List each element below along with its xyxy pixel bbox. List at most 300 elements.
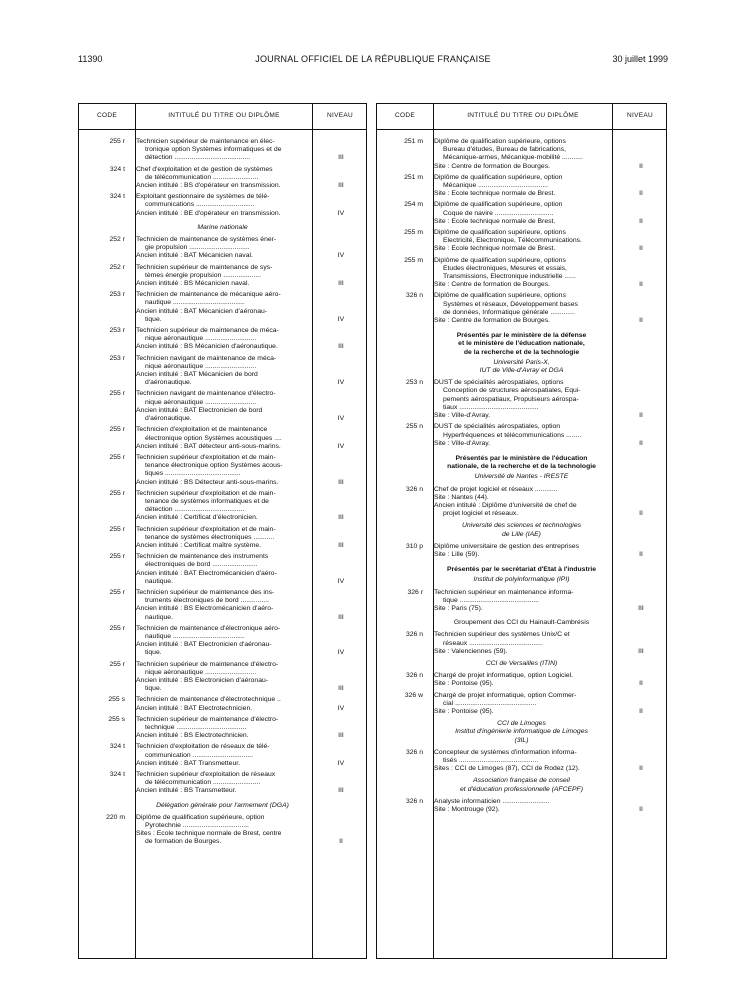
table-row [79,589,366,622]
entry-line: Ancien intitulé : BAT Mécanicien naval. [136,252,253,260]
entry-level: II [339,838,343,846]
entry-line: nautique ...................................... [145,632,245,640]
institution-heading [377,619,666,627]
heading-line: Institut d'ingénierie informatique de Limoges [455,728,588,736]
entry-line: Diplôme de qualification supérieure, options [434,256,566,264]
entry-level: II [639,245,643,253]
entry-line: Mécanique ..................................... [443,182,549,190]
entry-line: d'aéronautique. [145,379,192,387]
entry-line: Technicien d'exploitation et de maintenance [136,426,268,434]
table-row [79,236,366,261]
table-row [79,625,366,658]
entry-code: 326 r [407,588,423,596]
entry-code: 253 r [109,327,125,335]
entry-title [136,696,309,712]
entry-line: Technicien supérieur de maintenance des ins- [136,588,275,596]
entry-code: 255 m [404,229,423,237]
ministry-heading [377,332,666,357]
entry-code: 255 r [109,138,125,145]
entry-title [136,814,309,847]
header-level: NIVEAU [626,112,653,119]
entry-line: Ancien intitulé : BAT Transmetteur. [136,759,241,767]
entry-level: IV [337,415,345,423]
entry-line: Technicien supérieur de maintenance de sys- [136,263,273,271]
entry-line: Ancien intitulé : BAT Mécanicien d'aéronau- [136,307,268,315]
entry-title [136,236,309,261]
institution-heading [377,359,666,375]
table-row [377,138,666,171]
entry-code: 255 r [109,553,125,561]
table-row [79,661,366,694]
entry-code: 255 r [109,390,125,398]
entry-level: IV [337,649,345,657]
entry-title [136,625,309,658]
entry-code: 253 r [109,354,125,362]
row-spacer [377,325,666,328]
entry-line: Ancien intitulé : Certificat maître système. [136,541,262,549]
entry-line: Ancien intitulé : BAT détecteur anti-sous-marins. [136,442,281,450]
entry-line: détection ........................................ [145,154,251,162]
table-row [377,379,666,420]
entry-line: Ancien intitulé : Certificat d'électronicien. [136,514,258,522]
table-row [377,543,666,559]
entry-line: détection ..................................... [145,506,245,514]
institution-heading [377,473,666,481]
section-heading: Délégation générale pour l'armement (DGA) [156,801,289,809]
entry-line: Site : Ville-d'Avray. [434,439,491,447]
row-spacer [377,656,666,659]
entry-level: III [338,154,344,162]
entry-line: Technicien supérieur d'exploitation et de main- [136,489,276,497]
entry-line: nique aéronautique ........................... [145,398,257,406]
entry-level: IV [337,577,345,585]
entry-line: Diplôme de qualification supérieure, options [434,138,566,145]
entry-line: cial ........................................... [443,699,537,707]
entry-level: IV [337,209,345,217]
table-body [79,130,366,958]
entry-line: Exploitant gestionnaire de systèmes de télé- [136,193,270,201]
header-level: NIVEAU [326,112,353,119]
entry-level: II [639,217,643,225]
table-header [377,104,666,130]
table-row [377,257,666,290]
entry-line: Site : Pontoise (95). [434,707,494,715]
table-row [79,490,366,523]
entry-line: de formation de Bourges. [145,838,222,846]
entry-level: III [338,182,344,190]
heading-line: Présentés par le ministère de l'éducation [455,454,588,462]
row-spacer [79,796,366,799]
entry-line: Site : Montrouge (92). [434,806,500,814]
entry-line: Technicien supérieur d'exploitation de réseaux [136,771,276,779]
table-header [79,104,366,130]
entry-line: communication ................................ [145,751,254,759]
entry-title [136,661,309,694]
table-row [377,174,666,199]
entry-code: 252 r [109,263,125,271]
table-row [377,589,666,614]
entry-title [434,423,609,448]
entry-code: 255 r [109,525,125,533]
entry-line: Site : Pontoise (95). [434,680,494,688]
table-row [79,327,366,352]
table-row [377,692,666,717]
entry-level: II [639,806,643,814]
entry-line: Technicien supérieur de maintenance d'électro- [136,715,279,723]
heading-line: Présentés par le ministère de la défense [456,332,587,340]
entry-line: nautique. [145,577,173,585]
entry-level: II [639,707,643,715]
entry-title [136,716,309,741]
entry-code: 324 t [109,743,125,751]
entry-level: III [338,514,344,522]
entry-line: pements aérospatiaux, Propulseurs aérospa- [443,395,579,403]
entry-line: projet logiciel et réseaux. [443,510,519,518]
entry-line: Analyste informaticien ......................... [434,797,550,805]
entry-line: tiques ........................................ [145,470,241,478]
entry-title [434,486,609,519]
table-row [79,526,366,551]
header-code: CODE [97,112,117,119]
entry-level: III [338,613,344,621]
entry-level: III [338,685,344,693]
entry-line: Site : Centre de formation de Bourges. [434,162,550,170]
header-title: INTITULÉ DU TITRE OU DIPLÔME [168,112,280,119]
entry-title [136,589,309,622]
entry-line: Ancien intitulé : BS Mécanicien d'aéronautique. [136,343,278,351]
table-row [79,166,366,191]
journal-title: JOURNAL OFFICIEL DE LA RÉPUBLIQUE FRANÇAISE [255,54,491,64]
entry-line: Site : Ecole technique normale de Brest. [434,245,556,253]
entry-line: DUST de spécialités aérospatiales, option [434,423,561,431]
entry-code: 326 n [405,631,423,639]
entry-level: IV [337,315,345,323]
entry-line: Transmissions, Electronique industrielle ...... [443,273,576,281]
entry-line: Site : Valenciennes (59). [434,647,508,655]
entry-line: Technicien de maintenance des instruments [136,553,269,561]
entry-line: nique aéronautique ........................... [145,362,257,370]
entry-code: 255 r [109,588,125,596]
entry-line: Conception de structures aérospatiales, Equi- [443,387,581,395]
entry-code: 326 n [405,748,423,756]
entry-code: 326 w [404,691,423,699]
entry-line: de données, Informatique générale ............. [443,308,575,316]
entry-line: tique .......................................... [443,596,539,604]
entry-line: tronique option Systèmes informatiques et de [145,146,282,154]
entry-title [136,193,309,218]
entry-level: II [639,190,643,198]
entry-line: gie propulsion ................................ [145,244,250,252]
entry-line: tenance de systèmes électroniques ........... [145,533,275,541]
entry-code: 255 r [109,624,125,632]
entry-line: réseaux ....................................... [443,639,543,647]
entry-line: Ancien intitulé : BE d'opérateur en transmission. [136,209,281,217]
entry-title [136,264,309,289]
entry-line: Ancien intitulé : BAT Electromécanicien d'aéro- [136,569,277,577]
entry-line: Ancien intitulé : BS Mécanicien naval. [136,280,250,288]
table-row [377,749,666,774]
table-row [79,264,366,289]
entry-line: nique aéronautique ........................... [145,335,257,343]
entry-line: Site : Ecole technique normale de Brest. [434,190,556,198]
entry-title [434,201,609,226]
row-spacer [377,716,666,719]
entry-level: II [639,412,643,420]
heading-line: Université de Nantes - IRESTE [474,473,569,481]
row-spacer [377,814,666,817]
heading-line: CCI de Versailles (ITIN) [485,659,558,667]
entry-line: Ancien intitulé : BAT Electrotechnicien. [136,704,253,712]
entry-title [136,390,309,423]
entry-line: technique ..................................... [145,724,247,731]
entry-level: III [638,604,644,612]
entry-code: 255 r [109,453,125,461]
entry-level: II [639,550,643,558]
table-body [377,130,666,958]
entry-line: Diplôme de qualification supérieure, option [434,201,563,209]
entry-code: 324 t [109,771,125,779]
entry-line: Diplôme universitaire de gestion des entreprises [434,542,580,550]
entry-line: Pyrotechnie ................................... [145,822,249,830]
entry-line: nautique. [145,613,173,621]
entry-line: Technicien supérieur d'exploitation et de main- [136,525,276,533]
entry-title [434,174,609,199]
entry-line: d'aéronautique. [145,415,192,423]
entry-level: IV [337,442,345,450]
table-row [377,672,666,688]
entry-level: II [639,439,643,447]
entry-title [434,229,609,254]
table-row [79,814,366,847]
entry-line: Mécanique-armes, Mécanique-mobilité ........... [443,154,583,162]
row-spacer [377,559,666,562]
entry-line: Site : Centre de formation de Bourges. [434,317,550,325]
entry-title [434,631,609,656]
entry-line: Technicien navigant de maintenance d'électro- [136,390,276,398]
entry-line: Ancien intitulé : BAT Electronicien d'aéronau- [136,641,272,649]
entry-line: communications ............................... [145,201,255,209]
entry-line: électronique option Systèmes acoustiques .... [145,434,282,442]
entry-level: IV [337,252,345,260]
entry-line: électroniques de bord ........................ [145,561,258,569]
entry-level: II [639,162,643,170]
entry-line: Etudes électroniques, Mesures et essais, [443,264,567,272]
entry-line: Ancien intitulé : BS Electronicien d'aéronau- [136,676,269,684]
entry-code: 326 n [405,292,423,300]
entry-level: IV [337,379,345,387]
entry-level: II [639,765,643,773]
entry-line: Site : Centre de formation de Bourges. [434,281,550,289]
entry-line: tisés .......................................... [443,757,539,764]
table-row [79,553,366,586]
entry-code: 252 r [109,236,125,244]
table-row [79,291,366,324]
institution-heading [377,777,666,793]
entry-title [136,291,309,324]
entry-title [136,454,309,487]
entry-title [136,138,309,163]
table-row [79,355,366,388]
entry-line: Ancien intitulé : BS Electrotechnicien. [136,732,249,740]
entry-level: III [338,732,344,740]
entry-line: Ancien intitulé : Diplôme d'université de chef de [434,501,577,509]
table-row [79,193,366,218]
row-spacer [79,847,366,850]
entry-line: de télécommunication ......................... [145,779,261,787]
entry-line: Diplôme de qualification supérieure, option [136,813,265,821]
entry-title [136,355,309,388]
entry-line: Chargé de projet informatique, option Logiciel. [434,672,574,680]
section-heading: Marine nationale [197,223,248,231]
row-spacer [377,518,666,521]
entry-title [434,672,609,688]
entry-line: Site : Paris (75). [434,604,483,612]
entry-line: tèmes énergie propulsion .................... [145,271,261,279]
right-table [376,103,667,959]
heading-line: CCI de Limoges [497,720,546,728]
ministry-heading [377,566,666,574]
entry-line: tique. [145,649,162,657]
entry-line: Technicien d'exploitation de réseaux de télé- [136,743,270,751]
entry-level: III [638,647,644,655]
entry-code: 255 n [405,423,423,431]
heading-line: nationale, de la recherche et de la technologie [447,463,596,471]
entry-code: 255 s [108,696,125,704]
entry-code: 254 m [404,201,423,209]
entry-title [434,692,609,717]
entry-title [434,749,609,774]
heading-line: et le ministère de l'éducation nationale, [458,340,585,348]
entry-code: 251 m [404,173,423,181]
entry-code: 324 t [109,193,125,201]
entry-line: DUST de spécialités aérospatiales, options [434,379,564,387]
entry-line: Systèmes et réseaux, Développement bases [443,300,578,308]
entry-code: 220 m [106,813,125,821]
entry-line: Ancien intitulé : BS d'opérateur en transmission. [136,182,281,190]
entry-line: Diplôme de qualification supérieure, options [434,292,566,300]
table-row [79,138,366,163]
entry-code: 326 n [405,485,423,493]
heading-line: Université des sciences et technologies [461,522,581,530]
entry-code: 255 m [404,256,423,264]
entry-level: III [338,280,344,288]
entry-code: 253 r [109,291,125,299]
table-row [377,423,666,448]
entry-line: Chef d'exploitation et de gestion de systèmes [136,165,273,173]
table-row [79,743,366,768]
entry-code: 324 t [109,165,125,173]
page-header [78,54,668,68]
entry-level: II [639,281,643,289]
entry-line: Ancien intitulé : BS Electromécanicien d'aéro- [136,605,274,613]
entry-line: Technicien supérieur de maintenance en élec- [136,138,275,145]
table-row [377,292,666,325]
table-row [79,716,366,741]
institution-heading [377,720,666,745]
heading-line: Université Paris-X, [493,358,550,366]
table-row [377,201,666,226]
entry-line: Coque de navire ............................... [443,209,554,217]
table-row [377,229,666,254]
entry-line: Ancien intitulé : BAT Electronicien de bord [136,406,263,414]
entry-line: Site : Ville-d'Avray. [434,412,491,420]
heading-line: (3IL) [514,736,529,744]
entry-title [434,543,609,559]
entry-title [136,553,309,586]
entry-line: truments électroniques de bord ............... [145,597,269,605]
left-table [78,103,367,959]
heading-line: Présentés par le secrétariat d'Etat à l'industrie [446,566,597,574]
institution-heading [377,522,666,538]
heading-line: Institut de polyinformatique (IPI) [473,576,570,584]
entry-code: 326 n [405,797,423,805]
table-row [377,631,666,656]
entry-line: Technicien supérieur d'exploitation et de main- [136,453,276,461]
entry-line: Concepteur de systèmes d'information informa- [434,748,577,756]
entry-level: IV [337,759,345,767]
entry-line: Technicien navigant de maintenance de méca- [136,354,277,362]
entry-title [136,490,309,523]
entry-code: 255 r [109,660,125,668]
entry-level: II [639,317,643,325]
entry-code: 255 r [109,489,125,497]
publication-date: 30 juillet 1999 [612,54,668,64]
entry-line: Ancien intitulé : BS Détecteur anti-sous-marins. [136,478,279,486]
entry-level: IV [337,704,345,712]
entry-line: tenance de systèmes informatiques et de [145,497,269,505]
entry-title [434,257,609,290]
entry-code: 255 r [109,426,125,434]
row-spacer [377,773,666,776]
entry-title [434,138,609,171]
entry-line: Site : Ecole technique normale de Brest. [434,217,556,225]
entry-code: 251 m [404,138,423,145]
heading-line: de la recherche et de la technologie [463,348,580,356]
row-spacer [377,448,666,451]
entry-line: tenance électronique option Systèmes acous- [145,462,283,470]
entry-line: Hyperfréquences et télécommunications ........ [443,431,582,439]
table-row [79,426,366,451]
entry-title [136,771,309,796]
entry-line: Technicien supérieur de maintenance de méca- [136,327,279,335]
entry-line: Diplôme de qualification supérieure, options [434,229,566,237]
heading-line: Groupement des CCI du Hainault-Cambrésis [453,619,590,627]
header-title: INTITULÉ DU TITRE OU DIPLÔME [467,112,579,119]
entry-level: III [338,343,344,351]
table-row [79,696,366,712]
table-row [79,390,366,423]
heading-line: Association française de conseil [473,777,570,785]
entry-line: Chef de projet logiciel et réseaux ............ [434,485,558,493]
entry-line: de télécommunication ........................ [145,173,259,181]
entry-line: Bureau d'études, Bureau de fabrications, [443,146,566,154]
entry-line: Sites : Ecole technique normale de Brest, centre [136,830,282,838]
row-spacer [377,613,666,616]
entry-title [136,743,309,768]
entry-title [136,327,309,352]
table-row [79,771,366,796]
entry-title [136,426,309,451]
entry-line: Technicien supérieur en maintenance informa- [434,588,574,596]
table-row [79,454,366,487]
heading-line: de Lille (IAE) [502,530,541,538]
entry-title [136,526,309,551]
entry-code: 255 s [108,715,125,723]
ministry-heading [377,455,666,471]
heading-line: et d'éducation professionnelle (AFCEPF) [460,785,583,793]
heading-line: IUT de Ville-d'Avray et DGA [479,367,564,375]
entry-line: tique. [145,315,162,323]
